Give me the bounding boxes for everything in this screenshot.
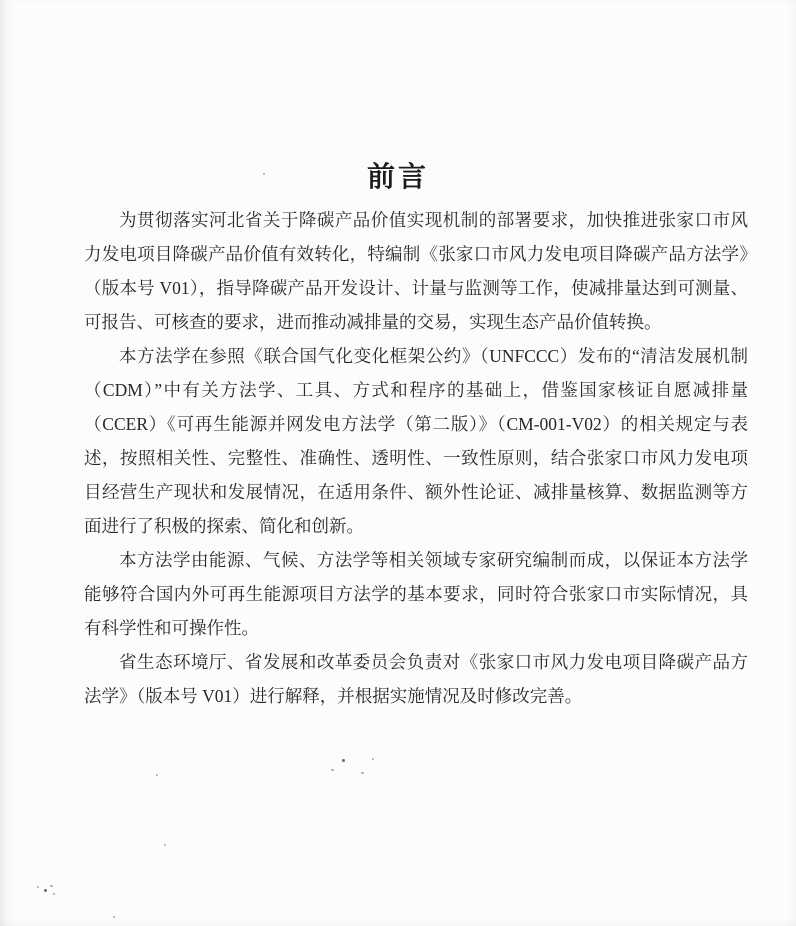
scan-speck (113, 916, 115, 918)
scan-speck (44, 889, 47, 892)
paragraph-2: 本方法学在参照《联合国气化变化框架公约》（UNFCCC）发布的“清洁发展机制（CDM）”中有关方法学、工具、方式和程序的基础上，借鉴国家核证自愿减排量（CCER）《可再生能源并网发电方法学（第二版）》（CM-001-V02）的相关规定与表述，按照相关性、完整性、准确性、透明性、一致性原则，结合张家口市风力发电项目经营生产现状和发展情况，在适用条件、额外性论证、减排量核算、数据监测等方面进行了积极的探索、简化和创新。 (84, 346, 748, 536)
paragraph-1: 为贯彻落实河北省关于降碳产品价值实现机制的部署要求，加快推进张家口市风力发电项目降碳产品价值有效转化，特编制《张家口市风力发电项目降碳产品方法学》（版本号 V01），指导降碳产品开发设计、计量与监测等工作，使减排量达到可测量、可报告、可核查的要求，进而推动减排量的交易，实现生态产品价值转换。 (84, 210, 748, 332)
scan-speck (331, 769, 334, 771)
paragraph-3: 本方法学由能源、气候、方法学等相关领域专家研究编制而成，以保证本方法学能够符合国内外可再生能源项目方法学的基本要求，同时符合张家口市实际情况，具有科学性和可操作性。 (84, 550, 748, 638)
scan-speck (50, 885, 53, 887)
scan-speck (164, 844, 166, 846)
document-body (84, 203, 748, 713)
scan-speck (37, 886, 39, 888)
scan-speck (372, 758, 374, 760)
page-title: 前言 (366, 160, 429, 192)
scan-speck (156, 774, 158, 776)
scan-speck (342, 759, 345, 762)
paragraph-4: 省生态环境厅、省发展和改革委员会负责对《张家口市风力发电项目降碳产品方法学》（版本号 V01）进行解释，并根据实施情况及时修改完善。 (84, 652, 748, 706)
scan-speck (361, 772, 364, 774)
scan-speck (263, 173, 265, 175)
scan-speck (53, 893, 55, 895)
